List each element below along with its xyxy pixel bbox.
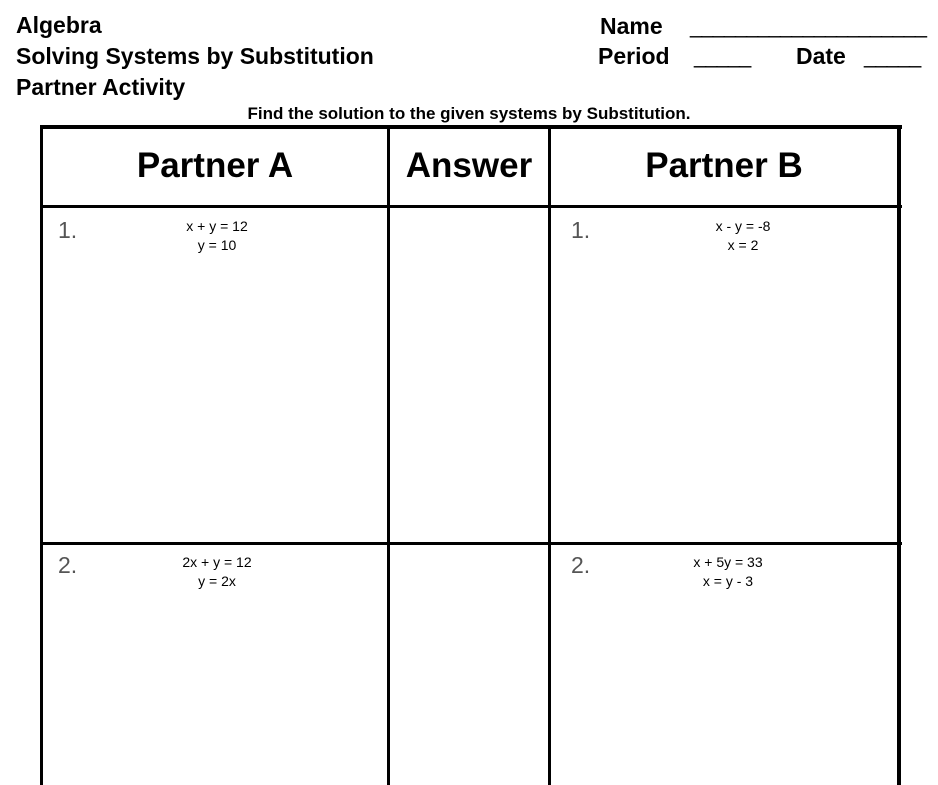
period-label: Period bbox=[598, 43, 670, 69]
equation: y = 2x bbox=[198, 573, 236, 589]
partner-b-system bbox=[643, 217, 843, 255]
partner-a-system bbox=[117, 217, 317, 255]
equation: x + y = 12 bbox=[186, 218, 248, 234]
answer-cell[interactable] bbox=[390, 545, 548, 785]
activity-title: Partner Activity bbox=[16, 74, 186, 100]
problem-number-a: 2. bbox=[58, 552, 78, 578]
name-blank[interactable]: _____________________ bbox=[690, 13, 926, 38]
equation: x = y - 3 bbox=[702, 573, 754, 589]
equation: x - y = -8 bbox=[715, 218, 771, 234]
equation: y = 10 bbox=[197, 237, 237, 253]
worksheet-table bbox=[40, 125, 902, 785]
table-right-border bbox=[897, 125, 901, 785]
partner-b-system bbox=[628, 553, 828, 591]
date-label: Date bbox=[796, 43, 846, 69]
course-title: Algebra bbox=[16, 12, 102, 38]
period-blank[interactable]: _____ bbox=[694, 43, 751, 68]
problem-number-b: 1. bbox=[571, 217, 591, 243]
instructions: Find the solution to the given systems by Substitution. bbox=[247, 104, 691, 123]
column-header-answer: Answer bbox=[405, 146, 533, 185]
equation: 2x + y = 12 bbox=[182, 554, 252, 570]
partner-a-system bbox=[117, 553, 317, 591]
column-header-partner-a: Partner A bbox=[136, 146, 294, 185]
column-header-partner-b: Partner B bbox=[645, 146, 803, 185]
equation: x + 5y = 33 bbox=[693, 554, 763, 570]
name-label: Name bbox=[600, 13, 663, 39]
answer-cell[interactable] bbox=[390, 208, 548, 542]
date-blank[interactable]: _____ bbox=[864, 43, 921, 68]
problem-number-b: 2. bbox=[571, 552, 591, 578]
column-divider-2 bbox=[548, 125, 551, 785]
problem-number-a: 1. bbox=[58, 217, 78, 243]
table-left-border bbox=[40, 125, 43, 785]
equation: x = 2 bbox=[727, 237, 759, 253]
topic-title: Solving Systems by Substitution bbox=[16, 43, 374, 69]
